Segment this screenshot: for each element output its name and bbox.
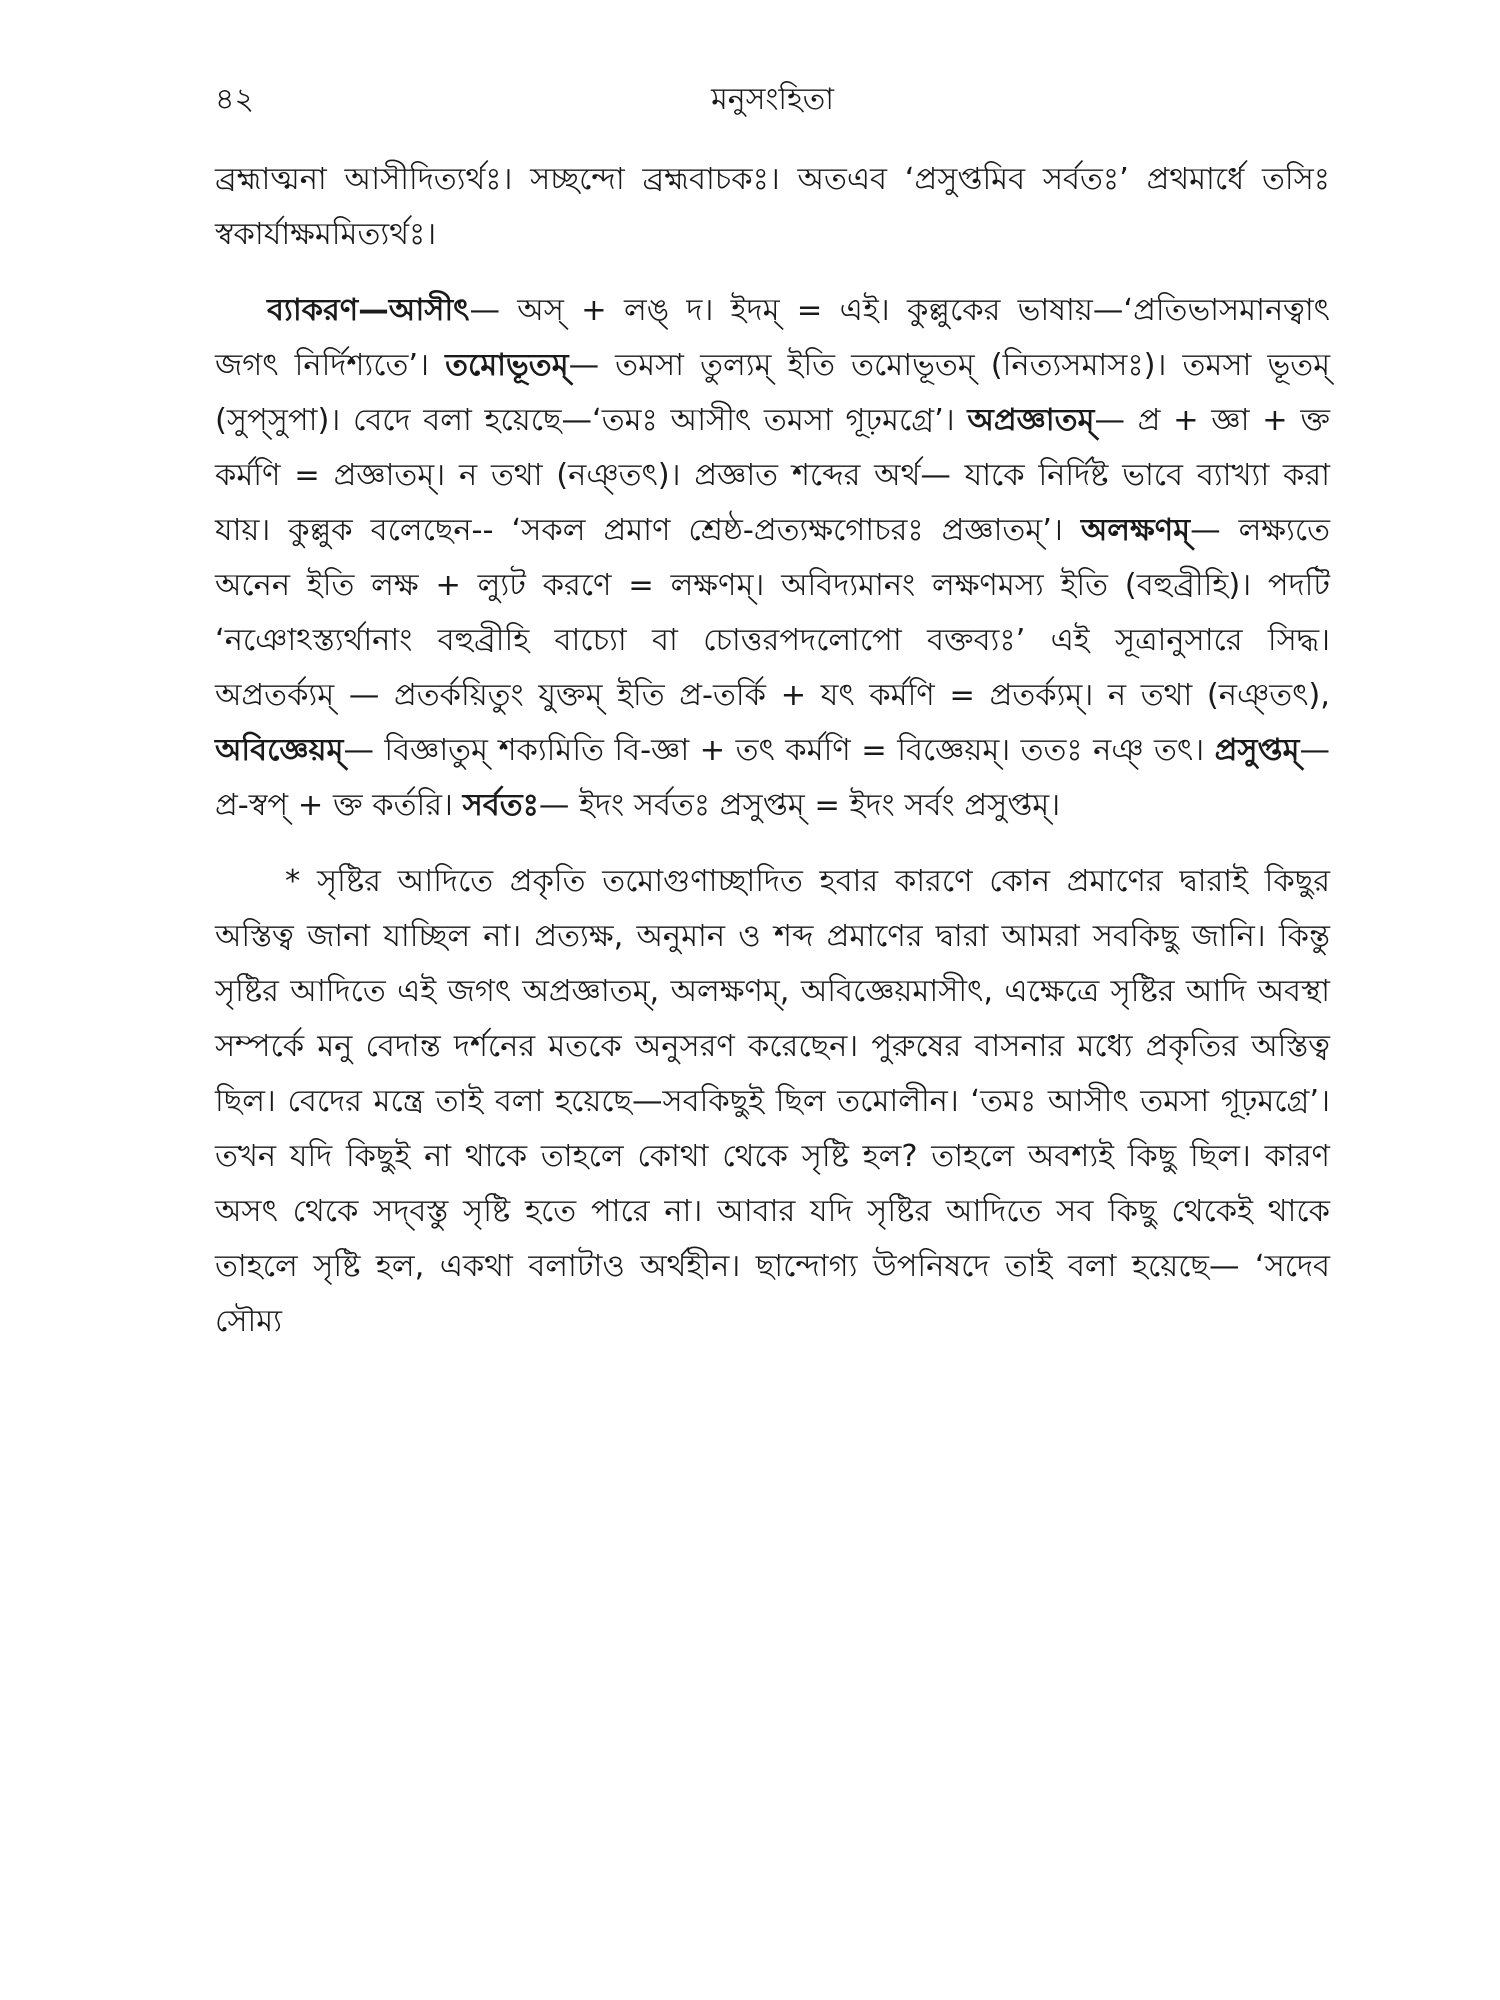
grammar-term: অবিজ্ঞেয়ম্ bbox=[215, 733, 344, 768]
grammar-text: —প্র-স্বপ্ + ক্ত কর্তরি। bbox=[215, 733, 1330, 823]
page-body bbox=[215, 152, 1330, 1349]
grammar-text: — লক্ষ্যতে অনেন ইতি লক্ষ + ল্যুট করণে = লক্ষণম্। অবিদ্যমানং লক্ষণমস্য ইতি (বহুব্রীহি)। পদটি ‘নঞোঽস্ত্যর্থানাং বহুব্রীহি বাচ্যো বা চোত্তরপদলোপো বক্তব্যঃ’ এই সূত্রানুসারে সিদ্ধ। অপ্রতর্ক্যম্ — প্রতর্কয়িতুং যুক্তম্ ইতি প্র-তর্কি + যৎ কর্মণি = প্রতর্ক্যম্। ন তথা (নঞ্‌তৎ), bbox=[215, 513, 1330, 713]
grammar-term: প্রসুপ্তম্ bbox=[1214, 733, 1300, 768]
running-title: মনুসংহিতা bbox=[711, 82, 834, 117]
grammar-text: — অস্ + লঙ্ দ। ইদম্ = এই। কুল্লুকের ভাষায়—‘প্রতিভাসমানত্বাৎ জগৎ নির্দিশ্যতে’। bbox=[215, 293, 1330, 383]
commentary-paragraph: ব্রহ্মাত্মনা আসীদিত্যর্থঃ। সচ্ছন্দো ব্রহ্মবাচকঃ। অতএব ‘প্রসুপ্তমিব সর্বতঃ’ প্রথমার্ধে তসিঃ স্বকার্যাক্ষমমিত্যর্থঃ। bbox=[215, 162, 1330, 252]
grammar-term: অপ্রজ্ঞাতম্ bbox=[967, 403, 1095, 438]
grammar-text: — তমসা তুল্যম্ ইতি তমোভূতম্ (নিত্যসমাসঃ)। তমসা ভূতম্ (সুপ্‌সুপা)। বেদে বলা হয়েছে—‘তমঃ আসীৎ তমসা গূঢ়মগ্রে’। bbox=[215, 348, 1331, 438]
explanation-paragraph: * সৃষ্টির আদিতে প্রকৃতি তমোগুণাচ্ছাদিত হবার কারণে কোন প্রমাণের দ্বারাই কিছুর অস্তিত্ব জানা যাচ্ছিল না। প্রত্যক্ষ, অনুমান ও শব্দ প্রমাণের দ্বারা আমরা সবকিছু জানি। কিন্তু সৃষ্টির আদিতে এই জগৎ অপ্রজ্ঞাতম্, অলক্ষণম্, অবিজ্ঞেয়মাসীৎ, এক্ষেত্রে সৃষ্টির আদি অবস্থা সম্পর্কে মনু বেদান্ত দর্শনের মতকে অনুসরণ করেছেন। পুরুষের বাসনার মধ্যে প্রকৃতির অস্তিত্ব ছিল। বেদের মন্ত্রে তাই বলা হয়েছে—সবকিছুই ছিল তমোলীন। ‘তমঃ আসীৎ তমসা গূঢ়মগ্রে’। তখন যদি কিছুই না থাকে তাহলে কোথা থেকে সৃষ্টি হল? তাহলে অবশ্যই কিছু ছিল। কারণ অসৎ থেকে সদ্‌বস্তু সৃষ্টি হতে পারে না। আবার যদি সৃষ্টির আদিতে সব কিছু থেকেই থাকে তাহলে সৃষ্টি হল, একথা বলাটাও অর্থহীন। ছান্দোগ্য উপনিষদে তাই বলা হয়েছে— ‘সদেব সৌম্য bbox=[215, 864, 1330, 1339]
page-number: ৪২ bbox=[215, 82, 254, 117]
grammar-heading-term: ব্যাকরণ—আসীৎ bbox=[267, 293, 470, 328]
grammar-paragraph bbox=[215, 283, 1330, 833]
page-header bbox=[215, 80, 1330, 130]
grammar-text: — বিজ্ঞাতুম্ শক্যমিতি বি-জ্ঞা + তৎ কর্মণি = বিজ্ঞেয়ম্। ততঃ নঞ্ তৎ। bbox=[343, 733, 1215, 768]
grammar-text: — প্র + জ্ঞা + ক্ত কর্মণি = প্রজ্ঞাতম্। ন তথা (নঞ্‌তৎ)। প্রজ্ঞাত শব্দের অর্থ— যাকে নির্দিষ্ট ভাবে ব্যাখ্যা করা যায়। কুল্লুক বলেছেন-- ‘সকল প্রমাণ শ্রেষ্ঠ-প্রত্যক্ষগোচরঃ প্রজ্ঞাতম্’। bbox=[215, 403, 1330, 548]
grammar-text: — ইদং সর্বতঃ প্রসুপ্তম্ = ইদং সর্বং প্রসুপ্তম্। bbox=[538, 788, 1061, 823]
grammar-term: অলক্ষণম্ bbox=[1080, 513, 1191, 548]
grammar-term: সর্বতঃ bbox=[462, 788, 539, 823]
grammar-term: তমোভূতম্ bbox=[445, 348, 569, 383]
